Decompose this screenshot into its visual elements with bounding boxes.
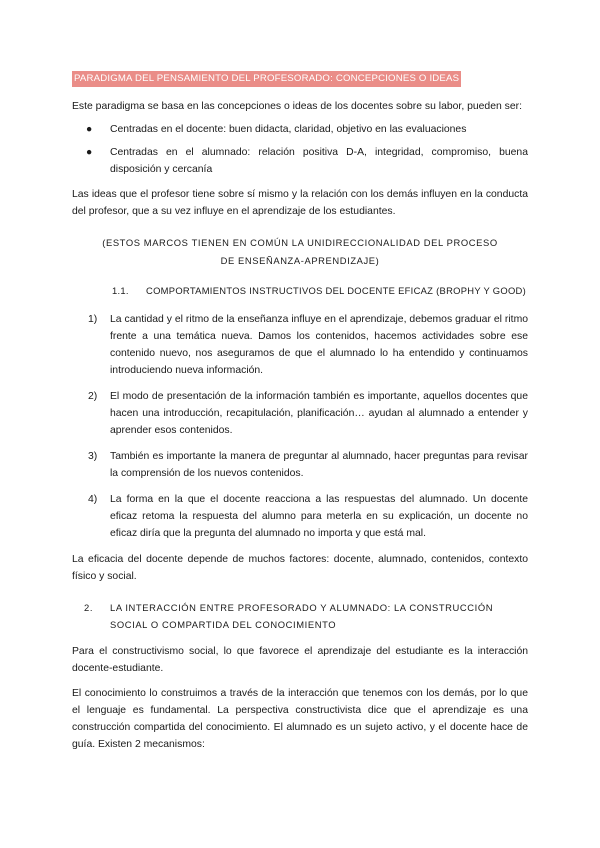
centered-note: (ESTOS MARCOS TIENEN EN COMÚN LA UNIDIRECCIONALIDAD DEL PROCESO DE ENSEÑANZA-APRENDIZAJE) [102, 237, 498, 266]
bullet-text: Centradas en el docente: buen didacta, claridad, objetivo en las evaluaciones [110, 124, 467, 135]
section-2-title: LA INTERACCIÓN ENTRE PROFESORADO Y ALUMNADO: LA CONSTRUCCIÓN SOCIAL O COMPARTIDA DEL CONOCIMIENTO [110, 602, 494, 630]
numbered-list [72, 311, 528, 542]
constructivism-paragraph: Para el constructivismo social, lo que favorece el aprendizaje del estudiante es la interacción docente-estudiante. [72, 646, 528, 674]
document-page [72, 70, 528, 753]
list-item [72, 491, 528, 542]
bullet-icon: ● [86, 147, 93, 158]
intro-paragraph: Este paradigma se basa en las concepciones o ideas de los docentes sobre su labor, pueden ser: [72, 101, 522, 112]
bullet-text: Centradas en el alumnado: relación positiva D-A, integridad, compromiso, buena disposición y cercanía [110, 147, 528, 175]
section-heading: PARADIGMA DEL PENSAMIENTO DEL PROFESORADO: CONCEPCIONES O IDEAS [72, 71, 461, 87]
subsection-number: 1.1. [112, 285, 129, 296]
efficacy-paragraph: La eficacia del docente depende de muchos factores: docente, alumnado, contenidos, contexto físico y social. [72, 554, 528, 582]
list-item [72, 311, 528, 379]
list-item [72, 448, 528, 482]
item-text: El modo de presentación de la información también es importante, aquellos docentes que hacen una introducción, recapitulación, planificación… ayudan al alumnado a entender y aprender esos contenidos. [110, 391, 528, 436]
item-text: También es importante la manera de preguntar al alumnado, hacer preguntas para revisar la comprensión de los nuevos contenidos. [110, 451, 528, 479]
item-number: 3) [88, 451, 98, 462]
section-2-number: 2. [84, 602, 94, 613]
ideas-paragraph: Las ideas que el profesor tiene sobre sí mismo y la relación con los demás influyen en la conducta del profesor, que a su vez influye en el aprendizaje de los estudiantes. [72, 189, 528, 217]
item-text: La forma en la que el docente reacciona a las respuestas del alumnado. Un docente eficaz retoma la respuesta del alumno para meterla en su explicación, un docente no eficaz diría que la pregunta del alumnado no importa y que está mal. [110, 494, 528, 539]
list-item [72, 388, 528, 439]
item-number: 1) [88, 314, 98, 325]
list-item [72, 121, 528, 138]
knowledge-paragraph: El conocimiento lo construimos a través de la interacción que tenemos con los demás, por lo que el lenguaje es fundamental. La perspectiva constructivista dice que el aprendizaje es una construcción compartida del conocimiento. El alumnado es un sujeto activo, y el docente hace de guía. Existen 2 mecanismos: [72, 688, 528, 750]
item-number: 2) [88, 391, 98, 402]
list-item [72, 144, 528, 178]
item-text: La cantidad y el ritmo de la enseñanza influye en el aprendizaje, debemos graduar el ritmo frente a una temática nueva. Damos los contenidos, hacemos actividades sobre ese contenido nuevo, nos aseguramos de que el alumnado lo ha entendido y continuamos introduciendo nueva información. [110, 314, 528, 376]
subsection-heading [112, 282, 528, 299]
section-2-heading [72, 599, 528, 633]
subsection-title: COMPORTAMIENTOS INSTRUCTIVOS DEL DOCENTE EFICAZ (BROPHY Y GOOD) [146, 285, 527, 296]
bullet-list [72, 121, 528, 178]
item-number: 4) [88, 494, 98, 505]
bullet-icon: ● [86, 124, 93, 135]
